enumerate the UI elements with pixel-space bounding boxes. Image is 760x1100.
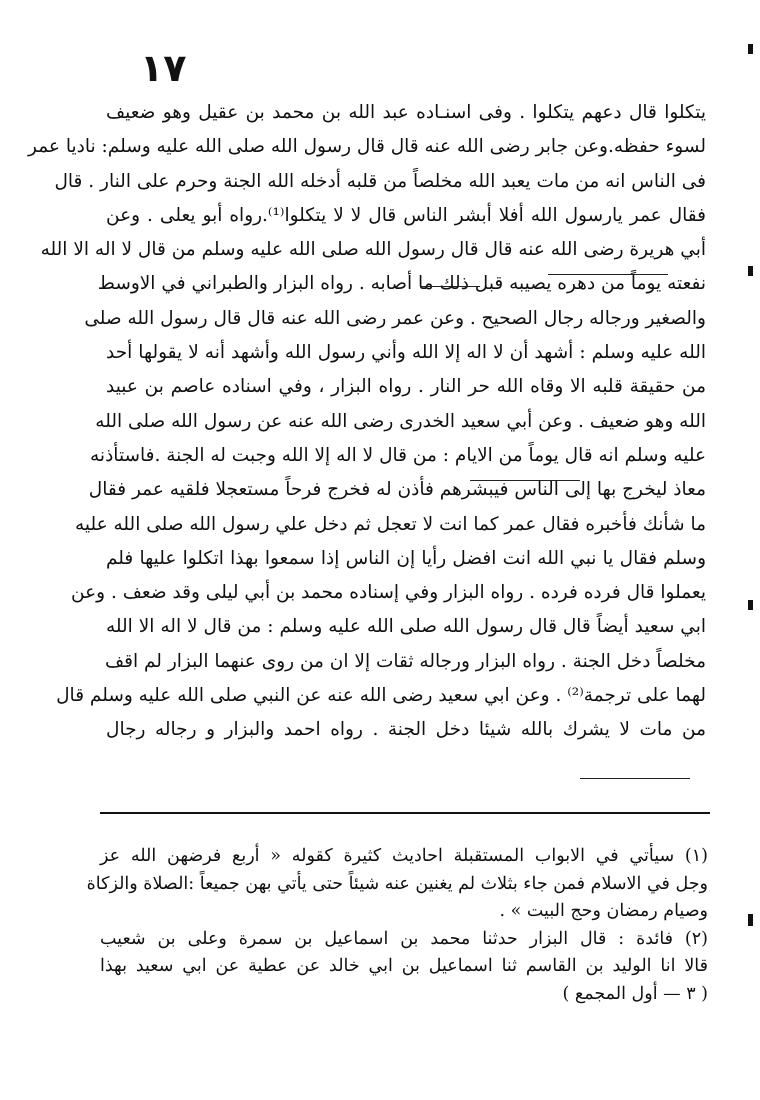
body-line: معاذ ليخرج بها إلى الناس فيبشرهم فأذن له فخرج فرحاً مستعجلا فلقيه عمر فقال (88, 479, 706, 501)
footnote-line: قالا انا الوليد بن القاسم ثنا اسماعيل بن ابي خالد عن عطية عن ابي سعيد بهذا (100, 956, 708, 976)
body-line: عليه وسلم انه قال يوماً من الايام : من قال لا اله إلا الله وجبت له الجنة .فاستأذنه (90, 444, 706, 466)
body-line: ما شأنك فأخبره فقال عمر كما انت لا تعجل ثم دخل علي رسول الله صلى الله عليه (74, 513, 706, 535)
binding-mark (748, 600, 753, 610)
page-number: ١٧ (140, 46, 187, 90)
body-line: مخلصاً دخل الجنة . رواه البزار ورجاله ثقات إلا ان من روى عنهما البزار لم اقف (104, 650, 706, 672)
body-line: فقال عمر يارسول الله أفلا أبشر الناس قال لا لا يتكلوا⁽¹⁾.رواه أبو يعلى . وعن (106, 204, 706, 226)
ink-underline (470, 480, 580, 481)
binding-mark (748, 44, 753, 54)
body-line: الله وهو ضعيف . وعن أبي سعيد الخدرى رضى الله عنه عن رسول الله صلى الله (95, 410, 706, 432)
body-line: أبي هريرة رضى الله عنه قال قال رسول الله صلى الله عليه وسلم من قال لا اله الا الله (40, 239, 706, 261)
body-line: وسلم فقال يا نبي الله انت افضل رأيا إن الناس إذا سمعوا بهذا اتكلوا عليها فلم (106, 547, 706, 569)
footnote-separator (100, 812, 710, 814)
body-line: يتكلوا قال دعهم يتكلوا . وفى اسنـاده عبد الله بن محمد بن عقيل وهو ضعيف (106, 102, 706, 123)
footnote-line: وصيام رمضان وحج البيت » . (499, 901, 708, 921)
body-line: ابي سعيد أيضاً قال قال رسول الله صلى الله عليه وسلم : من قال لا اله الا الله (106, 616, 706, 638)
body-line: والصغير ورجاله رجال الصحيح . وعن عمر رضى الله عنه قال قال رسول الله صلى (84, 307, 706, 329)
footnotes (86, 843, 708, 1008)
page-signature: ( ٣ — أول المجمع ) (562, 983, 708, 1004)
main-body-text (28, 96, 706, 748)
body-line: الله عليه وسلم : أشهد أن لا اله إلا الله وأني رسول الله وأشهد أنه لا يقولها أحد (106, 342, 706, 364)
body-line: لهما على ترجمة⁽²⁾ . وعن ابي سعيد رضى الله عنه عن النبي صلى الله عليه وسلم قال (56, 685, 706, 707)
body-line: من مات لا يشرك بالله شيئا دخل الجنة . رواه احمد والبزار و رجاله رجال (106, 719, 706, 741)
body-line: يعملوا قال فرده فرده . رواه البزار وفي إسناده محمد بن أبي ليلى وقد ضعف . وعن (71, 582, 706, 604)
body-line: فى الناس انه من مات يعبد الله مخلصاً من قلبه أدخله الله الجنة وحرم على النار . قال (54, 170, 706, 192)
footnote-line: وجل في الاسلام فمن جاء بثلاث لم يغنين عنه شيئاً حتى يأتي بهن جميعاً :الصلاة والزكاة (86, 873, 708, 894)
footnote-line: (٢) فائدة : قال البزار حدثنا محمد بن اسماعيل بن سمرة وعلى بن شعيب (100, 928, 708, 949)
body-line: نفعته يوماً من دهره يصيبه قبل ذلك ما أصابه . رواه البزار والطبراني في الاوسط (97, 273, 706, 295)
binding-mark (748, 266, 753, 276)
ink-underline (580, 778, 690, 779)
ink-underline (548, 274, 668, 275)
binding-mark (748, 914, 753, 926)
ink-underline (420, 286, 480, 287)
footnote-line: (١) سيأتي في الابواب المستقبلة احاديث كثيرة كقوله « أربع فرضهن الله عز (100, 846, 708, 866)
body-line: لسوء حفظه.وعن جابر رضى الله عنه قال قال رسول الله صلى الله عليه وسلم: ناديا عمر (28, 136, 706, 158)
body-line: من حقيقة قلبه الا وقاه الله حر النار . رواه البزار ، وفي اسناده عاصم بن عبيد (106, 376, 706, 398)
